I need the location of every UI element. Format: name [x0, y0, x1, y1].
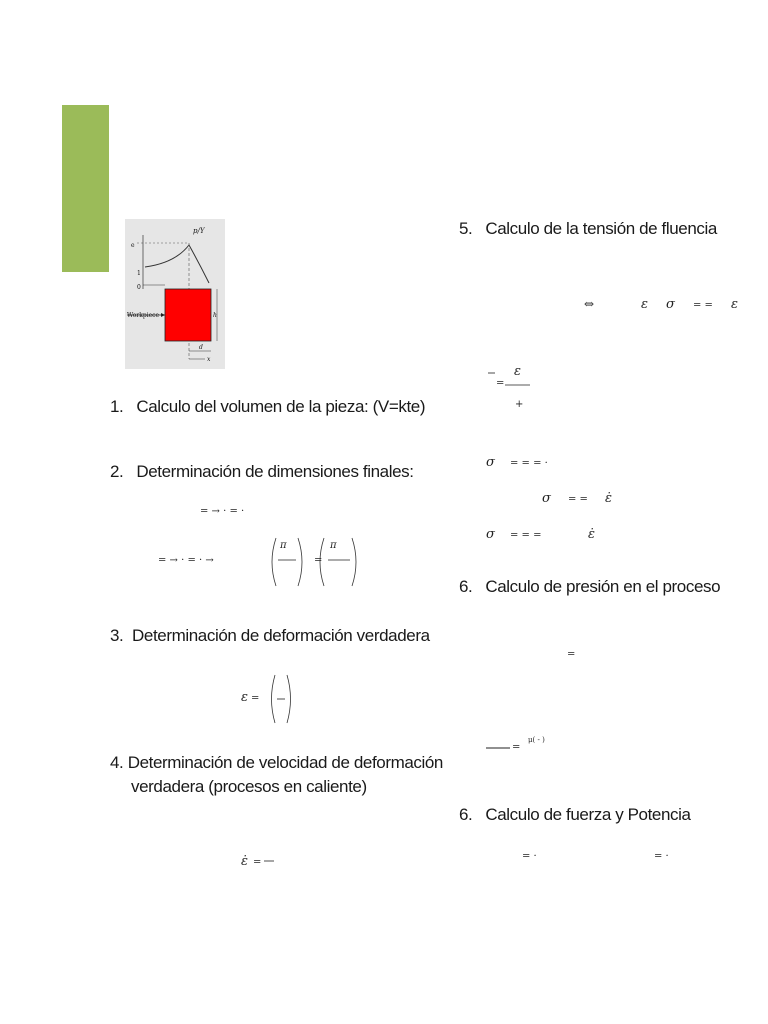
heading-number: 6.: [459, 805, 473, 824]
strain-rate-symbol: ε̇: [241, 854, 248, 869]
equation-strain-rate: =: [253, 857, 262, 868]
heading-text: Calculo de la tensión de fluencia: [485, 219, 717, 238]
equation-pressure-2: =: [512, 742, 521, 753]
heading-dimensions: [110, 461, 414, 483]
label-one: 1: [137, 270, 141, 277]
label-h: h: [213, 312, 217, 319]
label-zero: 0: [137, 284, 141, 291]
equals-sign: =: [314, 555, 323, 566]
equation-pressure-1: =: [567, 649, 576, 660]
equation-dimensions-1: = → · = ·: [200, 506, 245, 517]
exponent-mu: μ( - ): [528, 736, 545, 744]
equation-power: = ·: [654, 851, 669, 862]
heading-text: Calculo de fuerza y Potencia: [485, 805, 691, 824]
fraction-bar: [486, 745, 512, 751]
label-top: e: [131, 242, 135, 249]
heading-number: 3.: [110, 626, 124, 645]
iff-arrow: ⇔: [584, 297, 595, 311]
sigma-symbol: σ: [542, 491, 551, 506]
heading-number: 5.: [459, 219, 473, 238]
equals-sign: =: [496, 378, 505, 389]
epsilon-symbol: ε: [641, 297, 648, 312]
equation-flow-stress: = =: [693, 300, 713, 311]
pi-symbol: π: [280, 540, 287, 551]
epsilon-symbol: ε: [731, 297, 738, 312]
heading-volume: [110, 396, 425, 418]
strain-rate-symbol: ε̇: [588, 527, 595, 542]
label-x: x: [207, 356, 211, 363]
heading-number: 1.: [110, 397, 124, 416]
heading-text: verdadera (procesos en caliente): [131, 777, 367, 796]
heading-text: Calculo de presión en el proceso: [485, 577, 721, 596]
fraction-bar: [264, 858, 276, 864]
log-paren: [268, 672, 294, 726]
heading-flow-stress: [459, 218, 717, 240]
heading-pressure: [459, 576, 720, 598]
equation-sigma-2: = =: [568, 494, 588, 505]
sigma-symbol: σ: [486, 455, 495, 470]
equation-true-strain: =: [251, 693, 260, 704]
accent-bar: [62, 105, 109, 272]
label-pressure: p/Y: [193, 227, 205, 235]
equation-force: = ·: [522, 851, 537, 862]
heading-strain-rate-line2: [131, 776, 367, 798]
mean-strain-fraction: [488, 370, 532, 392]
epsilon-symbol: ε: [514, 364, 521, 379]
strain-rate-symbol: ε̇: [605, 491, 612, 506]
pi-symbol: π: [330, 540, 337, 551]
plus-sign: +: [515, 399, 524, 410]
heading-text: 4. Determinación de velocidad de deformación: [110, 753, 443, 772]
heading-number: 6.: [459, 577, 473, 596]
workpiece-diagram: [125, 219, 225, 369]
epsilon-symbol: ε: [241, 690, 248, 705]
workpiece-block: [165, 289, 211, 341]
equation-dimensions-2: = → · = · →: [158, 555, 214, 566]
heading-number: 2.: [110, 462, 124, 481]
heading-strain-rate: [110, 752, 443, 774]
heading-true-strain: [110, 625, 430, 647]
label-d: d: [199, 344, 203, 351]
heading-text: Calculo del volumen de la pieza: (V=kte): [136, 397, 426, 416]
sigma-symbol: σ: [486, 527, 495, 542]
equation-sigma-1: = = = ·: [510, 458, 548, 469]
heading-text: Determinación de deformación verdadera: [132, 626, 430, 645]
heading-text: Determinación de dimensiones finales:: [136, 462, 414, 481]
label-workpiece: Workpiece: [127, 312, 160, 319]
heading-force-power: [459, 804, 691, 826]
equation-sigma-3: = = =: [510, 530, 542, 541]
sigma-symbol: σ: [666, 297, 675, 312]
